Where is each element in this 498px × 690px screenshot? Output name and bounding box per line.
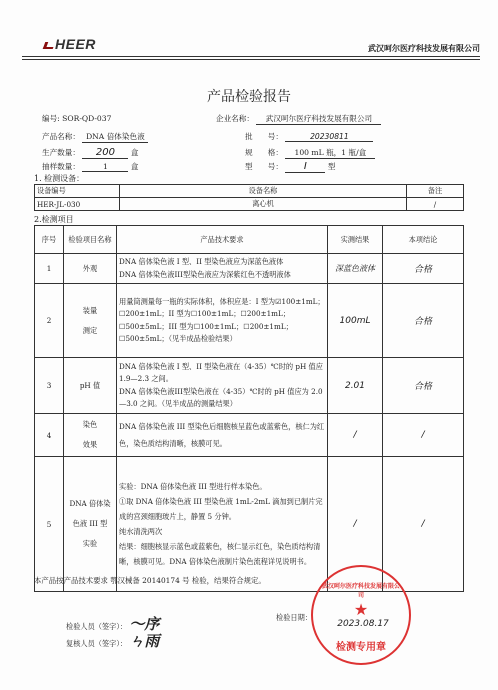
equipment-heading: 1. 检测设备： [34, 174, 85, 183]
company-label: 企业名称： [216, 114, 254, 123]
production-unit: 盒 [130, 148, 139, 157]
row-result: 2.01 [328, 358, 383, 414]
header-result: 实测结果 [328, 226, 383, 254]
row-result: / [328, 414, 383, 457]
product-field [42, 131, 148, 143]
model-field [245, 161, 335, 173]
equipment-table [34, 184, 464, 211]
spec-label: 规 格： [245, 148, 283, 157]
inspection-seal [311, 565, 411, 665]
production-value: 200 [82, 147, 128, 159]
row-no: 5 [35, 457, 64, 592]
header-rule-thin [22, 59, 480, 60]
seal-company: 武汉呵尔医疗科技发展有限公司 [321, 583, 400, 599]
batch-value: 20230811 [285, 132, 373, 142]
row-requirement: DNA 倍体染色液 I 型、II 型染色液应为深蓝色液体 DNA 倍体染色液III型染色液应为深紫红色不透明液体 [117, 254, 328, 284]
row-item: 外观 [64, 254, 117, 284]
conformity-statement: 本产品按产品技术要求 鄂汉械备 20140174 号 检验，结果符合规定。 [34, 576, 266, 585]
inspection-table [34, 225, 464, 592]
logo-mark-icon [43, 42, 56, 49]
header-conclusion: 本项结论 [383, 226, 464, 254]
code-label: 编号: [42, 114, 60, 123]
table-row [35, 198, 464, 211]
table-row [35, 414, 464, 457]
header-no: 序号 [35, 226, 64, 254]
row-item: 装量 测定 [64, 284, 117, 358]
batch-field [245, 131, 373, 142]
row-conclusion: / [383, 457, 464, 592]
production-label: 生产数量： [42, 148, 80, 157]
inspector-signature: 〜序 [129, 615, 160, 633]
equipment-code: HER-JL-030 [35, 198, 120, 211]
items-heading: 2.检测项目 [34, 215, 74, 224]
code-field [42, 113, 111, 124]
logo-text: HEER [55, 36, 96, 52]
row-item: 染色 效果 [64, 414, 117, 457]
header-item: 检验项目名称 [64, 226, 117, 254]
table-row [35, 457, 464, 592]
equipment-header-row [35, 185, 464, 198]
inspection-date: 2023.08.17 [337, 619, 389, 629]
reviewer-signature: ㄣ雨 [129, 632, 160, 650]
equipment-header-code: 设备编号 [35, 185, 120, 198]
spec-value: 100 mL 瓶，1 瓶/盒 [285, 147, 375, 159]
model-label: 型 号： [245, 162, 283, 171]
equipment-note: / [407, 198, 464, 211]
company-field [216, 113, 381, 125]
inspection-header-row [35, 226, 464, 254]
row-result: 100mL [328, 284, 383, 358]
reviewer-field [66, 630, 159, 651]
date-field [276, 613, 312, 623]
row-no: 3 [35, 358, 64, 414]
code-value: SOR-QD-037 [62, 114, 112, 123]
row-requirement: DNA 倍体染色液 III 型染色后细胞核呈蓝色或蓝紫色，核仁为红色，染色质结构清晰，核膜可见。 [117, 414, 328, 457]
model-value: I [285, 161, 325, 173]
sample-unit: 盒 [130, 162, 139, 171]
row-conclusion: 合格 [383, 254, 464, 284]
table-row [35, 284, 464, 358]
batch-label: 批 号： [245, 132, 283, 141]
equipment-name: 离心机 [120, 198, 407, 211]
inspector-label: 检验人员（签字）： [66, 622, 128, 631]
seal-label: 检测专用章 [336, 642, 386, 653]
row-requirement: 实验：DNA 倍体染色液 III 型进行样本染色。 ①取 DNA 倍体染色液 III 型染色液 1mL-2mL 滴加到已制片完成的宫颈细胞玻片上，静置 5 分钟。 纯水清洗两次 结果：细胞核显示蓝色或蓝紫色，核仁显示红色，染色质结构清晰，核膜可见。DNA 倍体染色液制片染色流程详见说明书。 [117, 457, 328, 592]
company-value: 武汉呵尔医疗科技发展有限公司 [256, 113, 381, 125]
row-conclusion: 合格 [383, 358, 464, 414]
product-label: 产品名称： [42, 132, 80, 141]
sample-field [42, 161, 138, 172]
row-requirement: 用量筒测量每一瓶的实际体积，体积应是：I 型为☑100±1mL；☐200±1mL；II 型为☐100±1mL；☐200±1mL；☐500±5mL；III 型为☐100±1mL；☐200±1mL；☐500±5mL；（见半成品检验结果） [117, 284, 328, 358]
table-row [35, 358, 464, 414]
row-conclusion: / [383, 414, 464, 457]
table-row [35, 254, 464, 284]
date-label: 检验日期： [276, 613, 312, 622]
company-logo [44, 36, 96, 52]
row-conclusion: 合格 [383, 284, 464, 358]
row-item: pH 值 [64, 358, 117, 414]
equipment-header-note: 备注 [407, 185, 464, 198]
header-requirement: 产品技术要求 [117, 226, 328, 254]
sample-value: 1 [82, 162, 128, 172]
row-item: DNA 倍体染 色液 III 型 实验 [64, 457, 117, 592]
spec-field [245, 147, 375, 159]
model-unit: 型 [327, 162, 336, 171]
header-rule [22, 56, 480, 57]
reviewer-label: 复核人员（签字）： [66, 639, 128, 648]
production-field [42, 147, 138, 159]
sample-label: 抽样数量： [42, 162, 80, 171]
report-title: 产品检验报告 [207, 89, 291, 105]
row-no: 2 [35, 284, 64, 358]
row-no: 1 [35, 254, 64, 284]
row-no: 4 [35, 414, 64, 457]
row-result: 深蓝色液体 [328, 254, 383, 284]
product-value: DNA 倍体染色液 [82, 131, 148, 143]
seal-star-icon: ★ [353, 600, 369, 619]
header-company-name: 武汉呵尔医疗科技发展有限公司 [368, 43, 480, 53]
row-requirement: DNA 倍体染色液 I 型、II 型染色液在（4-35）℃时的 pH 值应 1.9—2.3 之间。 DNA 倍体染色液III型染色液在（4-35）℃时的 pH 值应为 2.0—3.0 之间。（见半成品的测量结果） [117, 358, 328, 414]
equipment-header-name: 设备名称 [120, 185, 407, 198]
row-result: / [328, 457, 383, 592]
